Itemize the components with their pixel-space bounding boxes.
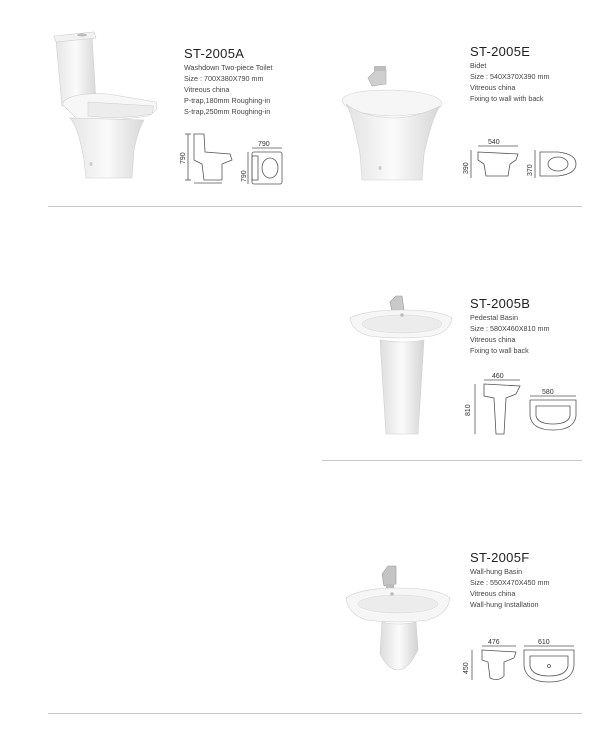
product-code: ST-2005A [184,46,245,61]
dim-height: 790 [180,152,187,164]
section-divider [322,460,582,461]
spec-line: Wall-hung Basin [470,567,523,576]
spec-line: Washdown Two-piece Toilet [184,63,273,72]
spec-line: Pedestal Basin [470,313,518,322]
pedestal-top-drawing [526,386,580,436]
spec-line: P-trap,180mm Roughing-in [184,96,271,105]
dim-top-width: 610 [538,639,550,646]
dim-height: 390 [463,162,470,174]
product-specs [470,312,550,356]
product-code: ST-2005B [470,296,531,311]
spec-line: Vitreous china [470,83,516,92]
wall-hung-basin-photo [342,562,454,674]
spec-line: Bidet [470,61,487,70]
spec-line: S-trap,250mm Roughing-in [184,107,271,116]
spec-line: Wall-hung Installation [470,600,539,609]
dim-height: 450 [463,662,470,674]
wall-hung-top-drawing [518,636,578,686]
product-specs [470,60,550,104]
spec-line: Size : 540X370X390 mm [470,72,550,81]
dim-top-width: 580 [542,389,554,396]
toilet-photo [48,30,166,180]
product-code: ST-2005E [470,44,531,59]
spec-line: Fixing to wall back [470,346,529,355]
toilet-top-drawing [238,138,284,188]
pedestal-side-drawing [462,370,526,440]
bidet-top-drawing [524,142,578,184]
spec-line: Fixing to wall with back [470,94,544,103]
spec-line: Vitreous china [470,589,516,598]
section-divider [48,713,582,714]
product-specs [184,62,273,117]
spec-line: Size : 550X470X450 mm [470,578,550,587]
spec-line: Size : 580X460X810 mm [470,324,550,333]
toilet-side-drawing [178,128,236,186]
dim-width: 460 [492,373,504,380]
spec-line: Size : 700X380X790 mm [184,74,264,83]
dim-top-side: 790 [241,170,248,182]
dim-top-side: 370 [527,164,534,176]
pedestal-basin-photo [346,292,456,440]
bidet-photo [336,64,446,184]
spec-line: Vitreous china [184,85,230,94]
bidet-side-drawing [460,136,526,184]
section-divider [48,206,582,207]
dim-width: 540 [488,139,500,146]
wall-hung-side-drawing [460,636,520,686]
dim-top-width: 790 [258,141,270,148]
product-code: ST-2005F [470,550,530,565]
product-specs [470,566,550,610]
dim-height: 810 [465,404,472,416]
spec-line: Vitreous china [470,335,516,344]
dim-width: 476 [488,639,500,646]
